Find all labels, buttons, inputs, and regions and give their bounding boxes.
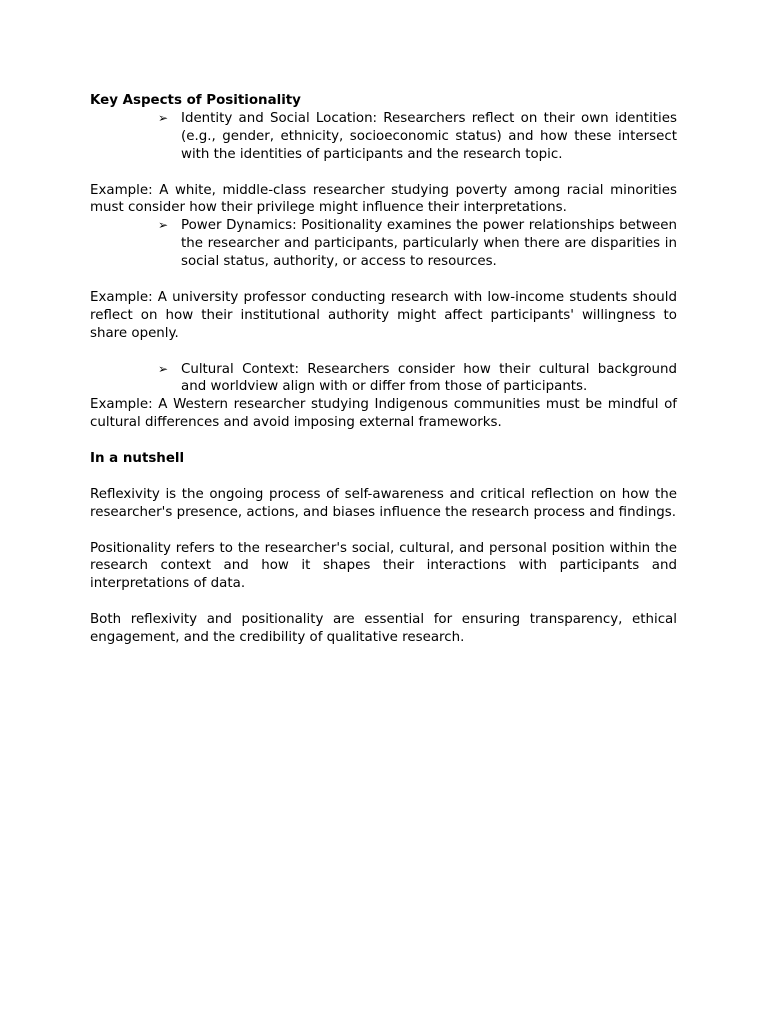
arrow-bullet-icon: ➢ — [158, 110, 169, 125]
spacer — [90, 522, 677, 540]
bullet-item-identity — [158, 110, 677, 164]
bullet-text: Power Dynamics: Positionality examines the power relationships between the researcher and participants, particularly when there are disparities in social status, authority, or access to resources. — [181, 218, 677, 270]
bullet-text: Identity and Social Location: Researchers reflect on their own identities (e.g., gender, ethnicity, socioeconomic status) and how these intersect with the identities of participants and the research topic. — [181, 110, 677, 162]
spacer — [90, 432, 677, 450]
spacer — [90, 164, 677, 182]
spacer — [90, 343, 677, 361]
arrow-bullet-icon: ➢ — [158, 218, 169, 233]
arrow-bullet-icon: ➢ — [158, 361, 169, 376]
summary-paragraph-reflexivity: Reflexivity is the ongoing process of self-awareness and critical reflection on how the researcher's presence, actions, and biases influence the research process and findings. — [90, 486, 677, 520]
section-heading-positionality: Key Aspects of Positionality — [90, 93, 301, 108]
example-paragraph: Example: A university professor conducting research with low-income students should reflect on how their institutional authority might affect participants' willingness to share openly. — [90, 289, 677, 341]
spacer — [90, 271, 677, 289]
example-paragraph: Example: A Western researcher studying Indigenous communities must be mindful of cultural differences and avoid imposing external frameworks. — [90, 397, 677, 431]
spacer — [90, 593, 677, 611]
summary-paragraph-positionality: Positionality refers to the researcher's social, cultural, and personal position within the research context and how it shapes their interactions with participants and interpretations of data. — [90, 540, 677, 592]
bullet-item-power-dynamics — [158, 217, 677, 271]
section-heading-nutshell: In a nutshell — [90, 451, 185, 467]
document-page — [90, 92, 677, 647]
spacer — [90, 468, 677, 486]
example-paragraph: Example: A white, middle-class researcher studying poverty among racial minorities must consider how their privilege might influence their interpretations. — [90, 182, 677, 216]
bullet-item-cultural-context — [158, 361, 677, 397]
bullet-text: Cultural Context: Researchers consider how their cultural background and worldview align with or differ from those of participants. — [181, 361, 677, 395]
summary-paragraph-both: Both reflexivity and positionality are essential for ensuring transparency, ethical engagement, and the credibility of qualitative research. — [90, 612, 677, 646]
